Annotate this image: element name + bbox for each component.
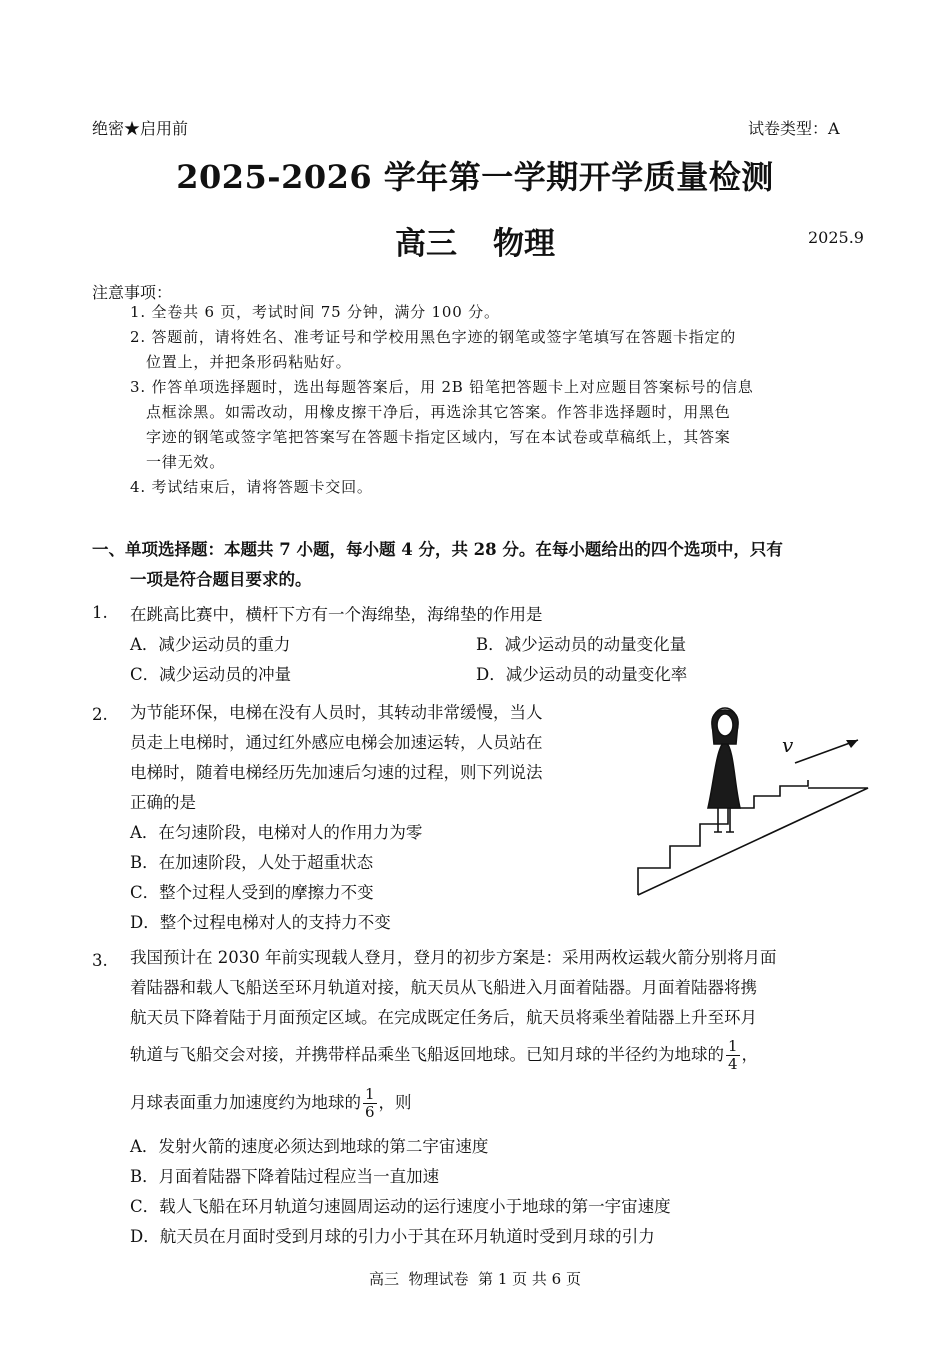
section-heading-line: 一项是符合题目要求的。 <box>130 570 312 589</box>
section-heading <box>92 535 867 595</box>
stem-line: 正确的是 <box>130 793 196 812</box>
option-d: D．整个过程电梯对人的支持力不变 <box>130 913 391 932</box>
stem-line-with-fraction: 轨道与飞船交会对接，并携带样品乘坐飞船返回地球。已知月球的半径约为地球的 $\frac{1}{4}$ ， <box>130 1037 759 1073</box>
stem-text: 轨道与飞船交会对接，并携带样品乘坐飞船返回地球。已知月球的半径约为地球的 <box>130 1045 724 1064</box>
grade-label: 高三 <box>395 226 457 262</box>
option-b: B．在加速阶段，人处于超重状态 <box>130 853 374 872</box>
notice-list <box>130 300 865 500</box>
paper-type-label: 试卷类型：A <box>748 119 840 138</box>
option-a: A．减少运动员的重力 <box>130 635 291 654</box>
option-a: A．在匀速阶段，电梯对人的作用力为零 <box>130 823 423 842</box>
escalator-figure <box>630 700 880 900</box>
stem-line: 着陆器和载人飞船送至环月轨道对接，航天员从飞船进入月面着陆器。月面着陆器将携 <box>130 978 757 997</box>
question-stem <box>130 698 630 938</box>
notice-line: 点框涂黑。如需改动，用橡皮擦干净后，再选涂其它答案。作答非选择题时，用黑色 <box>146 403 731 421</box>
fraction-one-sixth: $\frac{1}{6}$ <box>365 1085 375 1121</box>
escalator-rail <box>638 788 868 895</box>
question-number: 2. <box>92 705 108 724</box>
figure-girl <box>708 742 740 808</box>
notice-title: 注意事项： <box>92 283 173 302</box>
option-d: D．减少运动员的动量变化率 <box>476 665 688 684</box>
page-footer: 高三 物理试卷 第 1 页 共 6 页 <box>368 1270 581 1288</box>
stem-line: 我国预计在 2030 年前实现载人登月，登月的初步方案是：采用两枚运载火箭分别将月面 <box>130 948 777 967</box>
question-stem <box>130 943 870 1033</box>
option-d: D．航天员在月面时受到月球的引力小于其在环月轨道时受到月球的引力 <box>130 1227 655 1246</box>
stem-line: 为节能环保，电梯在没有人员时，其转动非常缓慢，当人 <box>130 703 543 722</box>
question-number: 3. <box>92 951 108 970</box>
option-a: A．发射火箭的速度必须达到地球的第二宇宙速度 <box>130 1137 489 1156</box>
subject-label: 物理 <box>493 226 555 262</box>
velocity-label: v <box>782 733 794 757</box>
stem-line-with-fraction: 月球表面重力加速度约为地球的 $\frac{1}{6}$ ，则 <box>130 1085 412 1121</box>
notice-line: 位置上，并把条形码粘贴好。 <box>146 353 352 371</box>
options-list <box>130 1132 870 1252</box>
question-number: 1. <box>92 603 108 622</box>
stem-line: 电梯时，随着电梯经历先加速后匀速的过程，则下列说法 <box>130 763 543 782</box>
stem-line: 员走上电梯时，通过红外感应电梯会加速运转，人员站在 <box>130 733 543 752</box>
confidential-label: 绝密★启用前 <box>92 119 189 138</box>
option-c: C．减少运动员的冲量 <box>130 665 292 684</box>
fraction-one-quarter: $\frac{1}{4}$ <box>728 1037 738 1073</box>
stem-line: 航天员下降着陆于月面预定区域。在完成既定任务后，航天员将乘坐着陆器上升至环月 <box>130 1008 757 1027</box>
notice-line: 1. 全卷共 6 页，考试时间 75 分钟，满分 100 分。 <box>130 303 500 321</box>
notice-line: 2. 答题前，请将姓名、准考证号和学校用黑色字迹的钢笔或签字笔填写在答题卡指定的 <box>130 328 737 346</box>
option-c: C．载人飞船在环月轨道匀速圆周运动的运行速度小于地球的第一宇宙速度 <box>130 1197 671 1216</box>
stem-text: 月球表面重力加速度约为地球的 <box>130 1093 361 1112</box>
notice-line: 3. 作答单项选择题时，选出每题答案后，用 2B 铅笔把答题卡上对应题目答案标号的信息 <box>130 378 754 396</box>
notice-line: 4. 考试结束后，请将答题卡交回。 <box>130 478 373 496</box>
notice-line: 一律无效。 <box>146 453 226 471</box>
question-stem: 在跳高比赛中，横杆下方有一个海绵垫，海绵垫的作用是 <box>130 605 543 624</box>
exam-date: 2025.9 <box>808 228 864 247</box>
exam-title: 2025-2026 学年第一学期开学质量检测 <box>176 158 774 196</box>
option-b: B．减少运动员的动量变化量 <box>476 635 687 654</box>
section-heading-line: 一、单项选择题：本题共 7 小题，每小题 4 分，共 28 分。在每小题给出的四个选项中，只有 <box>92 540 783 559</box>
option-c: C．整个过程人受到的摩擦力不变 <box>130 883 374 902</box>
option-b: B．月面着陆器下降着陆过程应当一直加速 <box>130 1167 440 1186</box>
notice-line: 字迹的钢笔或签字笔把答案写在答题卡指定区域内，写在本试卷或草稿纸上，其答案 <box>146 428 731 446</box>
